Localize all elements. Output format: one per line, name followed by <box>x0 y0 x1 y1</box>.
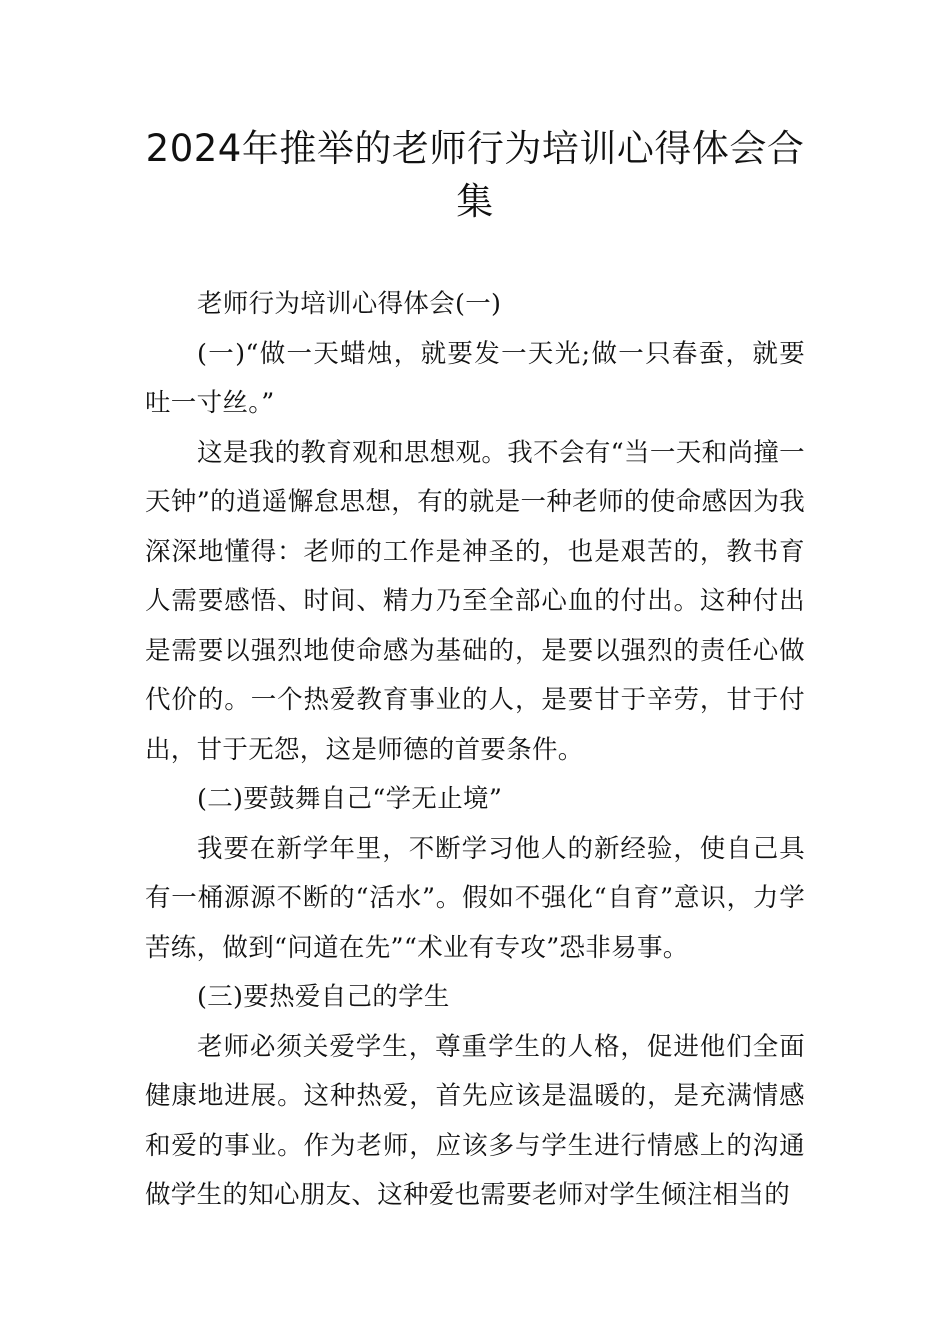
section-heading: (二)要鼓舞自己“学无止境” <box>197 784 503 814</box>
document-body <box>145 280 805 1221</box>
section-heading: 老师行为培训心得体会(一) <box>197 289 502 319</box>
body-paragraph: (一)“做一天蜡烛，就要发一天光;做一只春蚕，就要吐一寸丝。” <box>145 338 805 418</box>
body-paragraph: 这是我的教育观和思想观。我不会有“当一天和尚撞一天钟”的逍遥懈怠思想，有的就是一种老师的使命感因为我深深地懂得：老师的工作是神圣的，也是艰苦的，教书育人需要感悟、时间、精力乃至全部心血的付出。这种付出是需要以强烈地使命感为基础的，是要以强烈的责任心做代价的。一个热爱教育事业的人，是要甘于辛劳，甘于付出，甘于无怨，这是师德的首要条件。 <box>145 437 805 765</box>
body-paragraph: 老师必须关爱学生，尊重学生的人格，促进他们全面健康地进展。这种热爱，首先应该是温暖的，是充满情感和爱的事业。作为老师，应该多与学生进行情感上的沟通做学生的知心朋友、这种爱也需要老师对学生倾注相当的 <box>145 1031 805 1210</box>
section-heading: (三)要热爱自己的学生 <box>197 982 450 1012</box>
document-title: 2024年推举的老师行为培训心得体会合集 <box>145 127 805 223</box>
body-paragraph: 我要在新学年里，不断学习他人的新经验，使自己具有一桶源源不断的“活水”。假如不强化“自育”意识，力学苦练，做到“问道在先”“术业有专攻”恐非易事。 <box>145 833 805 963</box>
